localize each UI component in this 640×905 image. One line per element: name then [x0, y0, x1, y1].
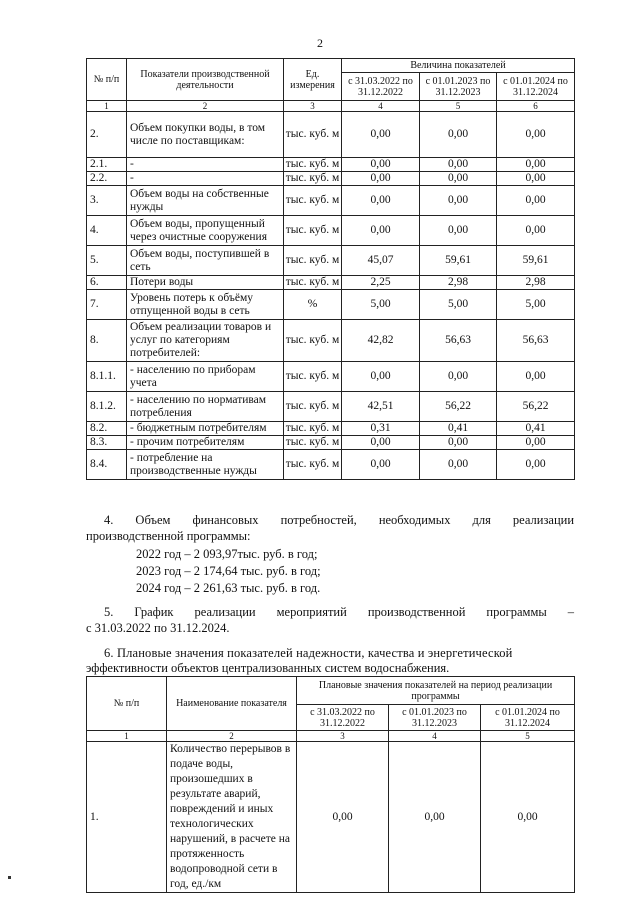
row-unit: тыс. куб. м — [284, 112, 342, 158]
row-value-2023: 59,61 — [420, 246, 497, 276]
row-value-2024: 5,00 — [497, 290, 575, 320]
row-unit: тыс. куб. м — [284, 172, 342, 186]
table-row — [87, 246, 575, 276]
title-word: мероприятий — [276, 605, 347, 619]
table-row — [87, 436, 575, 450]
row-indicator-name: Уровень потерь к объёму отпущенной воды в сеть — [127, 290, 284, 320]
section-4-title — [86, 512, 574, 528]
title-word: 5. График — [104, 605, 174, 619]
section-6-title-cont: эффективности объектов централизованных систем водоснабжения. — [86, 661, 450, 675]
row-value-2022: 0,00 — [342, 450, 420, 480]
row-unit: тыс. куб. м — [284, 450, 342, 480]
title-word: 4. Объем — [104, 513, 171, 527]
title-word: – — [567, 605, 575, 619]
row-value-2024: 0,00 — [497, 172, 575, 186]
table-row — [87, 362, 575, 392]
header-num: № п/п — [87, 59, 127, 101]
row-unit: тыс. куб. м — [284, 216, 342, 246]
row-indicator-name: Объем воды, пропущенный через очистные сооружения — [127, 216, 284, 246]
row-number: 5. — [87, 246, 127, 276]
row-value-2022: 0,00 — [342, 216, 420, 246]
row-value-2024: 0,00 — [497, 112, 575, 158]
row-value-2024: 56,63 — [497, 320, 575, 362]
row-indicator-name: - — [127, 172, 284, 186]
row-value-2023: 0,00 — [420, 216, 497, 246]
row-value-2024: 0,41 — [497, 422, 575, 436]
row-indicator-name: Объем воды, поступившей в сеть — [127, 246, 284, 276]
title-word: для — [472, 513, 491, 527]
row-value-2022: 45,07 — [342, 246, 420, 276]
title-word: реализации — [512, 513, 575, 527]
title-word: необходимых — [378, 513, 451, 527]
row-value-2022: 0,00 — [342, 436, 420, 450]
row-value-2023: 0,00 — [420, 186, 497, 216]
row-value-2022: 5,00 — [342, 290, 420, 320]
row-value-2023: 0,00 — [420, 158, 497, 172]
section-6-title: 6. Плановые значения показателей надежности, качества и энергетической — [104, 646, 513, 660]
row-value-2023: 0,00 — [420, 450, 497, 480]
row-indicator-name: - бюджетным потребителям — [127, 422, 284, 436]
row-value-2023: 0,00 — [420, 112, 497, 158]
row-value-2024: 0,00 — [497, 186, 575, 216]
table-row — [87, 158, 575, 172]
row-number: 1. — [87, 742, 167, 893]
row-number: 2. — [87, 112, 127, 158]
row-value-2024: 0,00 — [497, 436, 575, 450]
row-number: 7. — [87, 290, 127, 320]
row-number: 6. — [87, 276, 127, 290]
row-number: 8.1.1. — [87, 362, 127, 392]
title-word: производственной — [367, 605, 466, 619]
table-row — [87, 172, 575, 186]
row-value-2022: 0,00 — [297, 742, 389, 893]
production-indicators-table — [86, 58, 575, 480]
row-value-2023: 0,41 — [420, 422, 497, 436]
row-value-2023: 0,00 — [420, 436, 497, 450]
index-cell: 3 — [284, 101, 342, 112]
header-period-3: с 01.01.2024 по 31.12.2024 — [481, 705, 575, 731]
finance-line-2022: 2022 год – 2 093,97тыс. руб. в год; — [136, 547, 318, 561]
row-number: 3. — [87, 186, 127, 216]
index-cell: 2 — [127, 101, 284, 112]
scan-speck — [8, 876, 11, 879]
row-value-2022: 0,00 — [342, 158, 420, 172]
row-unit: тыс. куб. м — [284, 422, 342, 436]
header-period-1: с 31.03.2022 по 31.12.2022 — [342, 73, 420, 101]
row-unit: тыс. куб. м — [284, 158, 342, 172]
section-5-title — [86, 604, 574, 620]
row-number: 8.2. — [87, 422, 127, 436]
row-value-2023: 0,00 — [420, 172, 497, 186]
index-cell: 2 — [167, 731, 297, 742]
header-period-1: с 31.03.2022 по 31.12.2022 — [297, 705, 389, 731]
row-indicator-name: - прочим потребителям — [127, 436, 284, 450]
row-indicator-name: Объем реализации товаров и услуг по категориям потребителей: — [127, 320, 284, 362]
row-unit: тыс. куб. м — [284, 246, 342, 276]
row-value-2022: 0,00 — [342, 186, 420, 216]
row-number: 8.3. — [87, 436, 127, 450]
row-indicator-name: Количество перерывов в подаче воды, произошедших в результате аварий, повреждений и иных технологических нарушений, в расчете на протяженность водопроводной сети в год, ед./км — [167, 742, 297, 893]
index-cell: 3 — [297, 731, 389, 742]
table-row — [87, 742, 575, 893]
reliability-indicators-table — [86, 676, 575, 893]
row-value-2022: 0,00 — [342, 172, 420, 186]
index-cell: 4 — [389, 731, 481, 742]
table-row — [87, 216, 575, 246]
header-indicator: Показатели производственной деятельности — [127, 59, 284, 101]
row-unit: тыс. куб. м — [284, 276, 342, 290]
row-unit: % — [284, 290, 342, 320]
row-indicator-name: Объем воды на собственные нужды — [127, 186, 284, 216]
table-row — [87, 276, 575, 290]
row-value-2022: 2,25 — [342, 276, 420, 290]
row-value-2023: 56,63 — [420, 320, 497, 362]
index-cell: 6 — [497, 101, 575, 112]
column-index-row — [87, 101, 575, 112]
header-period-3: с 01.01.2024 по 31.12.2024 — [497, 73, 575, 101]
page-number: 2 — [317, 36, 323, 50]
row-unit: тыс. куб. м — [284, 186, 342, 216]
table-row — [87, 320, 575, 362]
row-indicator-name: - — [127, 158, 284, 172]
table-row — [87, 290, 575, 320]
title-word: финансовых — [192, 513, 259, 527]
header-unit: Ед. измерения — [284, 59, 342, 101]
row-value-2024: 0,00 — [497, 158, 575, 172]
header-values-group: Плановые значения показателей на период реализации программы — [297, 677, 575, 705]
column-index-row — [87, 731, 575, 742]
row-number: 8.4. — [87, 450, 127, 480]
row-indicator-name: Объем покупки воды, в том числе по поставщикам: — [127, 112, 284, 158]
section-4-title-cont: производственной программы: — [86, 529, 251, 543]
row-value-2022: 0,00 — [342, 112, 420, 158]
row-value-2022: 0,00 — [342, 362, 420, 392]
finance-line-2023: 2023 год – 2 174,64 тыс. руб. в год; — [136, 564, 321, 578]
title-word: реализации — [194, 605, 256, 619]
index-cell: 5 — [420, 101, 497, 112]
row-number: 2.2. — [87, 172, 127, 186]
row-indicator-name: Потери воды — [127, 276, 284, 290]
row-value-2024: 2,98 — [497, 276, 575, 290]
row-number: 4. — [87, 216, 127, 246]
table-row — [87, 186, 575, 216]
row-value-2024: 0,00 — [497, 450, 575, 480]
row-number: 8.1.2. — [87, 392, 127, 422]
row-value-2022: 42,82 — [342, 320, 420, 362]
index-cell: 5 — [481, 731, 575, 742]
table-row — [87, 422, 575, 436]
row-number: 8. — [87, 320, 127, 362]
header-period-2: с 01.01.2023 по 31.12.2023 — [420, 73, 497, 101]
row-value-2022: 42,51 — [342, 392, 420, 422]
row-indicator-name: - потребление на производственные нужды — [127, 450, 284, 480]
title-word: потребностей, — [280, 513, 357, 527]
index-cell: 1 — [87, 731, 167, 742]
row-number: 2.1. — [87, 158, 127, 172]
row-value-2024: 0,00 — [497, 362, 575, 392]
row-value-2024: 59,61 — [497, 246, 575, 276]
header-period-2: с 01.01.2023 по 31.12.2023 — [389, 705, 481, 731]
row-value-2023: 2,98 — [420, 276, 497, 290]
finance-line-2024: 2024 год – 2 261,63 тыс. руб. в год. — [136, 581, 321, 595]
row-value-2024: 56,22 — [497, 392, 575, 422]
header-name: Наименование показателя — [167, 677, 297, 731]
row-value-2022: 0,31 — [342, 422, 420, 436]
table-row — [87, 392, 575, 422]
row-value-2023: 56,22 — [420, 392, 497, 422]
row-value-2024: 0,00 — [481, 742, 575, 893]
row-unit: тыс. куб. м — [284, 320, 342, 362]
row-value-2023: 0,00 — [389, 742, 481, 893]
row-indicator-name: - населению по приборам учета — [127, 362, 284, 392]
header-num: № п/п — [87, 677, 167, 731]
title-word: программы — [486, 605, 547, 619]
row-unit: тыс. куб. м — [284, 362, 342, 392]
row-unit: тыс. куб. м — [284, 392, 342, 422]
row-indicator-name: - населению по нормативам потребления — [127, 392, 284, 422]
table-row — [87, 450, 575, 480]
row-value-2023: 5,00 — [420, 290, 497, 320]
row-value-2023: 0,00 — [420, 362, 497, 392]
row-unit: тыс. куб. м — [284, 436, 342, 450]
index-cell: 4 — [342, 101, 420, 112]
row-value-2024: 0,00 — [497, 216, 575, 246]
section-5-title-cont: с 31.03.2022 по 31.12.2024. — [86, 621, 230, 635]
header-values-group: Величина показателей — [342, 59, 575, 73]
table-row — [87, 112, 575, 158]
index-cell: 1 — [87, 101, 127, 112]
